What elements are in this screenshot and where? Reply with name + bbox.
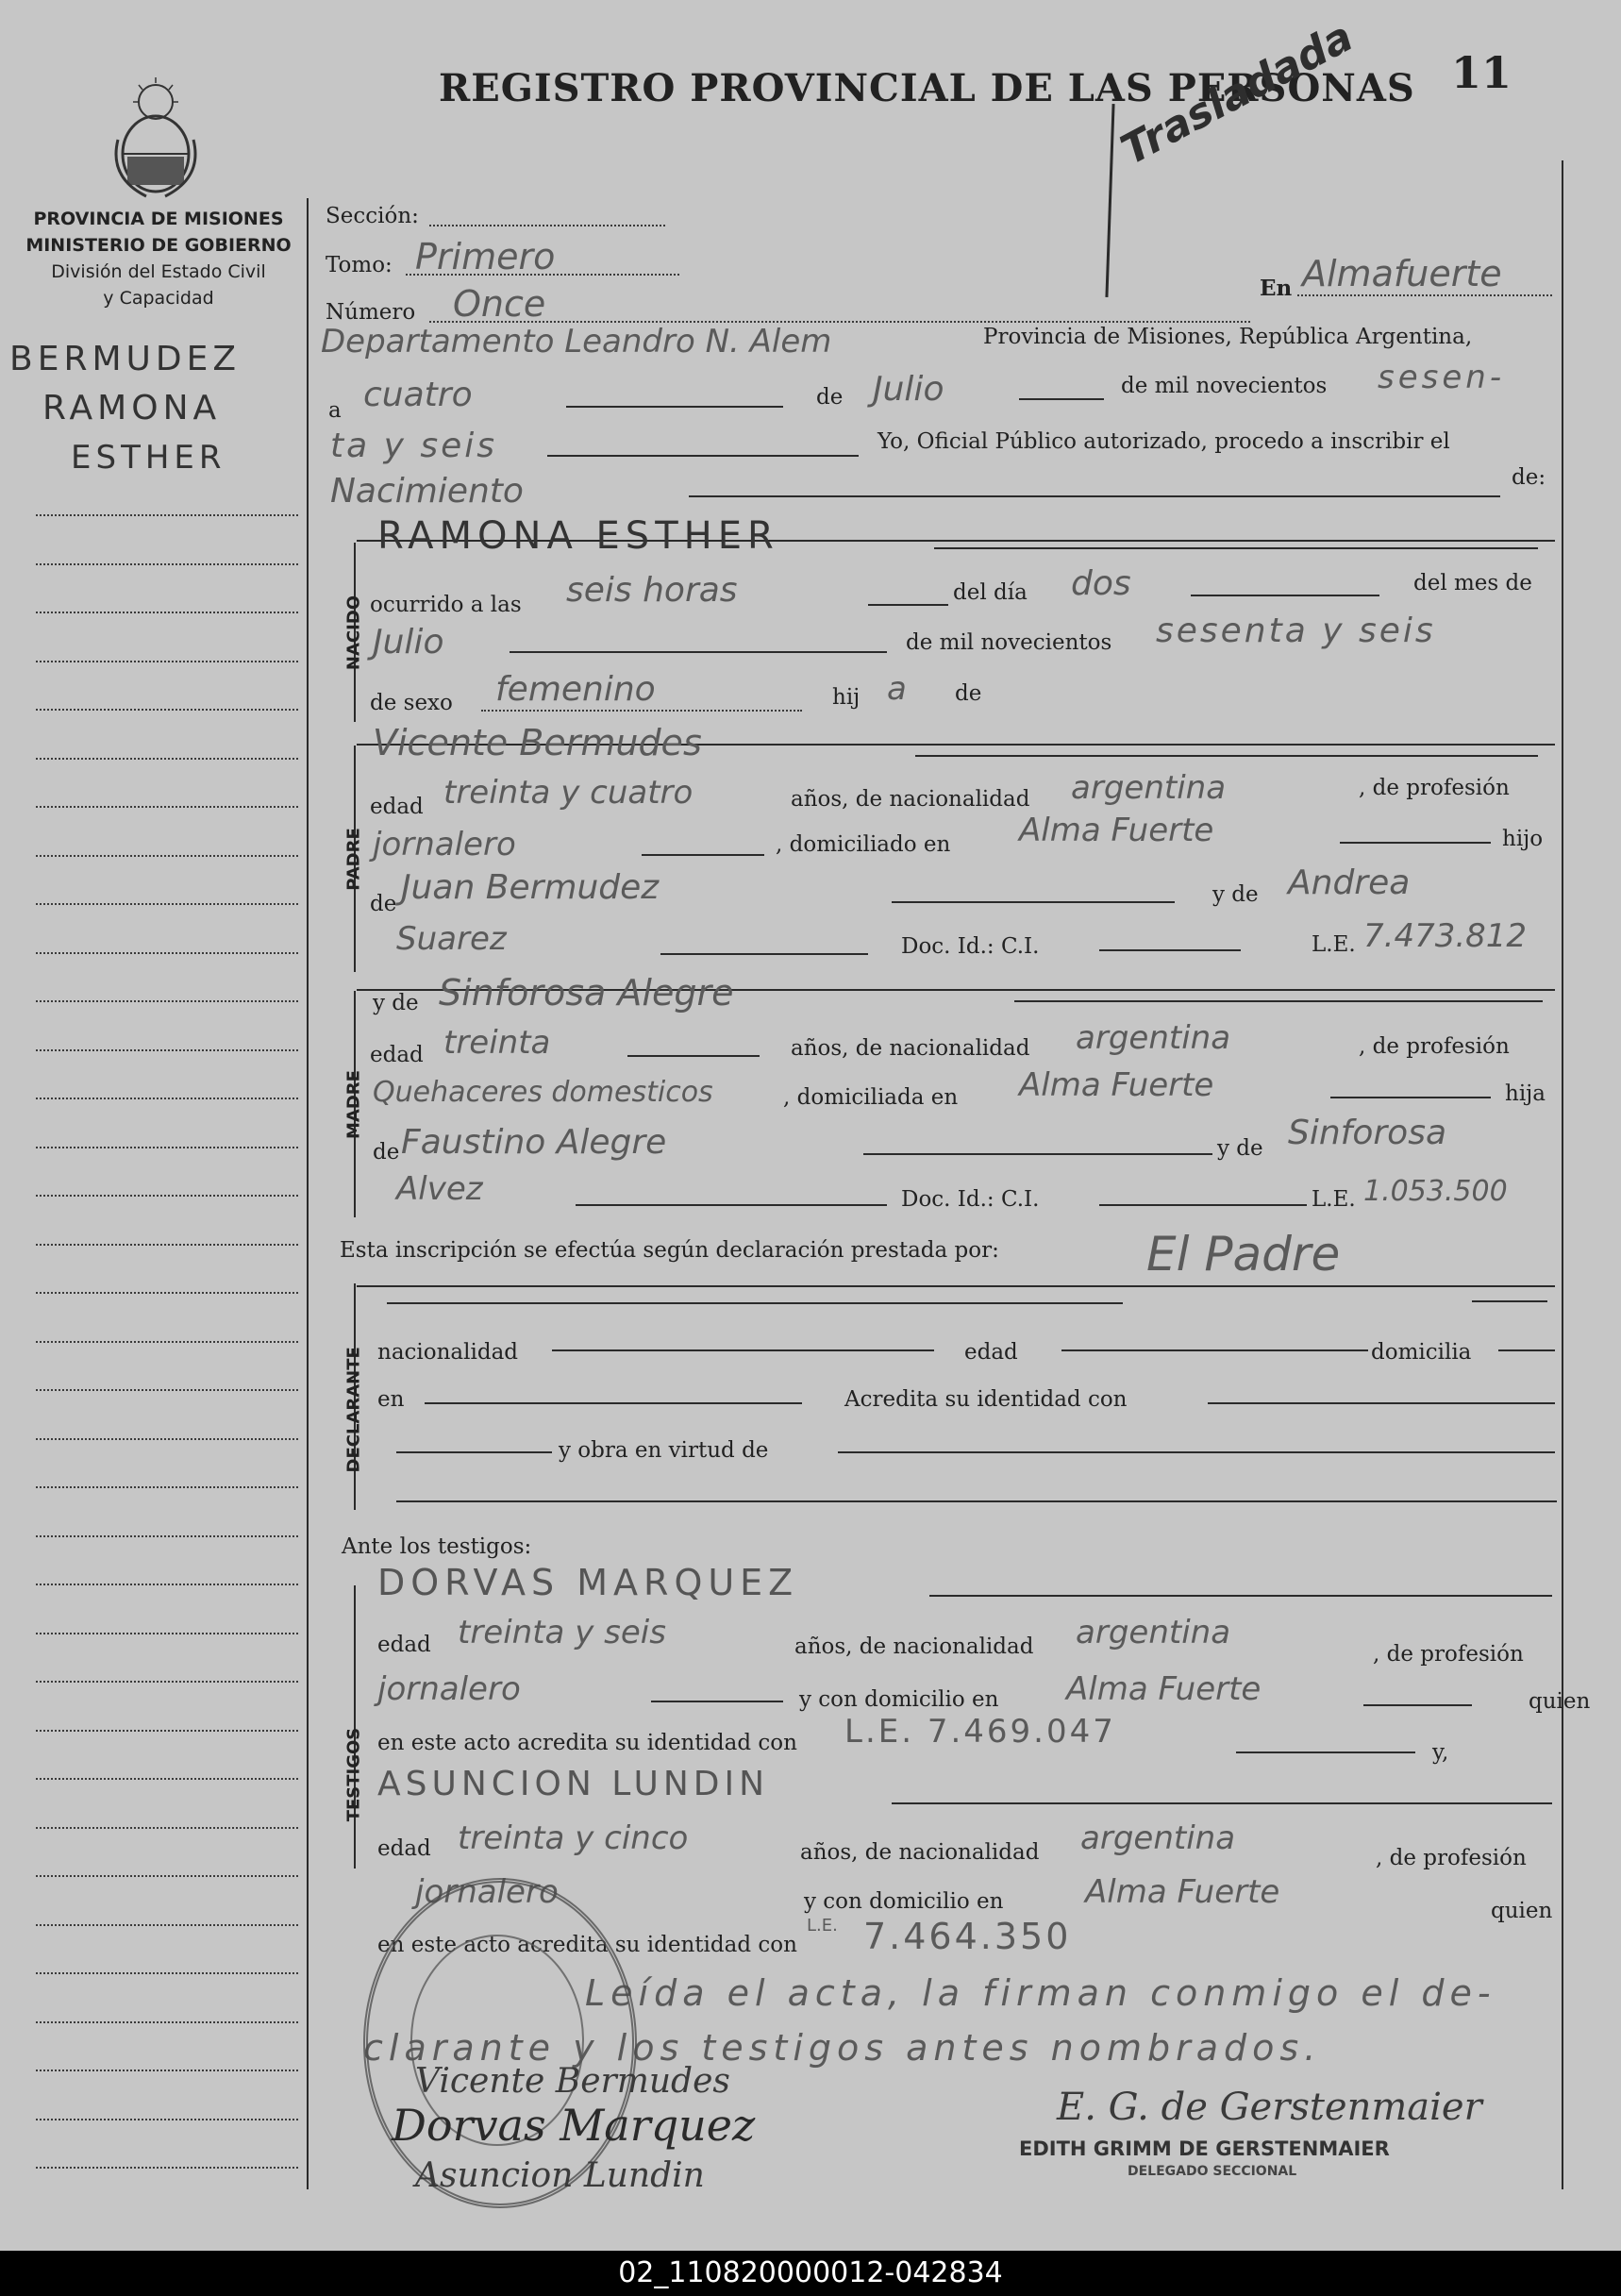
official-name: EDITH GRIMM DE GERSTENMAIER [1019, 2137, 1390, 2160]
padre-profesion-value: jornalero [373, 826, 516, 863]
org-line: División del Estado Civil [51, 261, 266, 282]
testigos-label: TESTIGOS [343, 1727, 364, 1822]
nacido-label: NACIDO [343, 595, 364, 671]
page-number: 11 [1451, 47, 1512, 98]
padre-edad-value: treinta y cuatro [443, 774, 694, 812]
numero-value: Once [453, 283, 546, 325]
ocurrido-label: ocurrido a las [370, 593, 522, 617]
margin-rule [36, 2119, 298, 2120]
padre-nacionalidad-value: argentina [1071, 769, 1227, 807]
hora-value: seis horas [566, 571, 738, 610]
madre-padre-value: Faustino Alegre [401, 1123, 667, 1162]
madre-domicilio-label: , domiciliada en [783, 1085, 959, 1110]
seccion-label: Sección: [326, 204, 419, 228]
del-dia-label: del día [953, 580, 1028, 605]
madre-le-value: 1.053.500 [1363, 1175, 1508, 1208]
document-title: REGISTRO PROVINCIAL DE LAS PERSONAS [439, 66, 1415, 110]
margin-rule [36, 1389, 298, 1391]
margin-rule [36, 2167, 298, 2169]
margin-rule [36, 1000, 298, 1002]
closing-line-1: Leída el acta, la firman conmigo el de- [585, 1972, 1496, 2014]
margin-rule [36, 806, 298, 808]
padre-doc-label: Doc. Id.: C.I. [901, 934, 1040, 959]
margin-rule [36, 903, 298, 905]
a-label: a [328, 398, 342, 423]
margin-rule [36, 1098, 298, 1099]
padre-domicilio-value: Alma Fuerte [1019, 812, 1214, 849]
padre-label: PADRE [343, 828, 364, 891]
margin-rule [36, 1875, 298, 1877]
t1-acredita-label: en este acto acredita su identidad con [377, 1731, 797, 1755]
tomo-label: Tomo: [326, 253, 393, 277]
margin-rule [36, 758, 298, 760]
madre-nacionalidad-value: argentina [1076, 1019, 1231, 1057]
stamp-stroke [1105, 104, 1114, 297]
org-block [17, 206, 300, 311]
anio-value-1: sesen- [1378, 359, 1506, 396]
anio-value: sesenta y seis [1156, 612, 1436, 650]
margin-rule [36, 1341, 298, 1343]
padre-le-label: L.E. [1312, 932, 1356, 957]
t2-domicilio-label: y con domicilio en [804, 1889, 1004, 1914]
testigos-intro: Ante los testigos: [342, 1534, 532, 1559]
margin-rule [36, 709, 298, 711]
padre-nombre: Vicente Bermudes [373, 722, 702, 763]
margin-rule [36, 612, 298, 613]
margin-rule [36, 1972, 298, 1974]
margin-rule [36, 1730, 298, 1732]
departamento-value: Departamento Leandro N. Alem [321, 323, 832, 360]
t1-edad-label: edad [377, 1633, 431, 1657]
numero-label: Número [326, 300, 416, 325]
madre-doc-label: Doc. Id.: C.I. [901, 1187, 1040, 1212]
madre-y-de2-label: y de [1217, 1136, 1263, 1161]
declaracion-value: El Padre [1146, 1227, 1341, 1282]
hij-label: hij [832, 685, 861, 710]
madre-label: MADRE [343, 1070, 364, 1139]
image-id-footer: 02_110820000012-042834 [0, 2251, 1621, 2296]
testigo2-nombre: ASUNCION LUNDIN [377, 1765, 770, 1803]
madre-hija-label: hija [1505, 1081, 1546, 1106]
official-title: DELEGADO SECCIONAL [1128, 2164, 1297, 2179]
margin-rule [36, 1244, 298, 1246]
org-line: y Capacidad [103, 288, 214, 309]
t1-domicilio-label: y con domicilio en [799, 1687, 999, 1712]
declaracion-text: Esta inscripción se efectúa según declaración prestada por: [340, 1238, 999, 1263]
sexo-label: de sexo [370, 691, 453, 715]
t2-quien-label: quien [1491, 1899, 1553, 1923]
de-colon: de: [1512, 465, 1546, 490]
dia-value: cuatro [363, 376, 473, 414]
margin-rule [36, 1584, 298, 1585]
t2-edad-label: edad [377, 1836, 431, 1861]
madre-domicilio-value: Alma Fuerte [1019, 1066, 1214, 1104]
org-line: PROVINCIA DE MISIONES [33, 209, 284, 229]
t1-y-label: y, [1432, 1740, 1449, 1765]
margin-rule [36, 1438, 298, 1440]
padre-anios-label: años, de nacionalidad [791, 787, 1030, 812]
hij-value: a [887, 670, 907, 708]
margin-rule [36, 1633, 298, 1634]
margin-rule [36, 2021, 298, 2023]
t1-dom-value: Alma Fuerte [1066, 1670, 1262, 1708]
en-value: Almafuerte [1302, 253, 1502, 294]
madre-madre-value-2: Alvez [396, 1170, 483, 1208]
madre-de-label: de [373, 1140, 400, 1165]
padre-domicilio-label: , domiciliado en [776, 832, 951, 857]
margin-name-1: RAMONA [42, 389, 222, 427]
margin-rule [36, 1292, 298, 1294]
t2-doc-value: 7.464.350 [863, 1916, 1072, 1957]
t1-quien-label: quien [1529, 1689, 1591, 1714]
padre-edad-label: edad [370, 795, 424, 819]
margin-rule [36, 661, 298, 662]
declarante-nacionalidad-label: nacionalidad [377, 1340, 519, 1365]
mes-value: Julio [873, 370, 944, 409]
anio-value-2: ta y seis [330, 427, 498, 465]
t1-doc-value: L.E. 7.469.047 [844, 1713, 1116, 1751]
madre-nombre: Sinforosa Alegre [439, 972, 734, 1014]
madre-edad-value: treinta [443, 1024, 551, 1062]
declarante-label: DECLARANTE [343, 1347, 364, 1473]
provincia-text: Provincia de Misiones, República Argentina, [983, 325, 1473, 349]
padre-y-de-label: y de [1212, 882, 1259, 907]
signature-official: E. G. de Gerstenmaier [1057, 2086, 1482, 2129]
margin-rule [36, 563, 298, 565]
madre-madre-value-1: Sinforosa [1288, 1114, 1447, 1152]
padre-de-label: de [370, 892, 397, 916]
margin-surname: BERMUDEZ [9, 340, 241, 378]
del-mes-label: del mes de [1413, 571, 1532, 595]
margin-rule [36, 1924, 298, 1926]
margin-rule [36, 1486, 298, 1488]
t1-profesion-label: , de profesión [1373, 1642, 1524, 1667]
t2-edad-value: treinta y cinco [458, 1819, 689, 1857]
padre-le-value: 7.473.812 [1363, 917, 1528, 955]
t2-prof-value: jornalero [415, 1873, 559, 1911]
frame-line-right [1562, 160, 1563, 2189]
testigo1-nombre: DORVAS MARQUEZ [377, 1562, 799, 1603]
margin-rule [36, 1147, 298, 1148]
sexo-value: femenino [495, 670, 656, 709]
de-label: de [816, 385, 844, 410]
padre-hijo-label: hijo [1502, 827, 1544, 851]
declarante-en-label: en [377, 1387, 405, 1412]
margin-rule [36, 855, 298, 857]
madre-profesion-value: Quehaceres domesticos [373, 1076, 713, 1109]
acto-value: Nacimiento [330, 472, 524, 511]
oficial-text: Yo, Oficial Público autorizado, procedo a inscribir el [877, 429, 1450, 454]
dia-value: dos [1071, 564, 1131, 603]
nacido-nombre: RAMONA ESTHER [377, 514, 779, 558]
margin-rule [36, 1535, 298, 1537]
madre-le-label: L.E. [1312, 1187, 1356, 1212]
signature-declarante: Vicente Bermudes [415, 2062, 730, 2101]
t2-nac-value: argentina [1080, 1819, 1236, 1857]
signature-testigo-1: Dorvas Marquez [392, 2100, 756, 2151]
t1-edad-value: treinta y seis [458, 1614, 666, 1651]
margin-rule [36, 1049, 298, 1051]
padre-madre-value-1: Andrea [1288, 863, 1411, 902]
signature-testigo-2: Asuncion Lundin [415, 2156, 705, 2195]
margin-rule [36, 1195, 298, 1197]
declarante-acredita-label: Acredita su identidad con [844, 1387, 1128, 1412]
frame-line [307, 198, 309, 2189]
margin-rule [36, 1778, 298, 1780]
madre-profesion-label: , de profesión [1359, 1034, 1510, 1059]
t2-anios-label: años, de nacionalidad [800, 1840, 1040, 1865]
tomo-value: Primero [415, 236, 556, 277]
padre-padre-value: Juan Bermudez [401, 868, 660, 907]
margin-rule [36, 1681, 298, 1683]
declarante-edad-label: edad [964, 1340, 1018, 1365]
coat-of-arms-icon [109, 74, 203, 206]
mes-value: Julio [373, 623, 444, 662]
t2-acredita-label: en este acto acredita su identidad con [377, 1933, 797, 1957]
declarante-obra-label: y obra en virtud de [559, 1438, 769, 1463]
t1-nac-value: argentina [1076, 1614, 1231, 1651]
closing-line-2: clarante y los testigos antes nombrados. [363, 2027, 1322, 2069]
padre-profesion-label: , de profesión [1359, 776, 1510, 800]
nacido-de-label: de [955, 681, 982, 706]
margin-rule [36, 514, 298, 516]
madre-y-de-label: y de [373, 991, 419, 1015]
madre-anios-label: años, de nacionalidad [791, 1036, 1030, 1061]
t1-prof-value: jornalero [377, 1670, 521, 1708]
margin-rule [36, 952, 298, 954]
t2-dom-value: Alma Fuerte [1085, 1873, 1280, 1911]
mil-text: de mil novecientos [1121, 374, 1328, 398]
declarante-domicilia-label: domicilia [1371, 1340, 1472, 1365]
margin-rule [36, 1827, 298, 1829]
margin-name-2: ESTHER [71, 439, 226, 477]
padre-madre-value-2: Suarez [396, 920, 507, 958]
trasladada-stamp: Trasladada [1113, 12, 1362, 176]
t1-anios-label: años, de nacionalidad [794, 1634, 1034, 1659]
madre-edad-label: edad [370, 1043, 424, 1067]
en-label: En [1260, 276, 1293, 301]
margin-rule [36, 2070, 298, 2071]
t2-profesion-label: , de profesión [1376, 1846, 1527, 1870]
mil-label: de mil novecientos [906, 630, 1112, 655]
org-line: MINISTERIO DE GOBIERNO [25, 235, 292, 256]
t2-doc-prefix: L.E. [807, 1916, 838, 1936]
